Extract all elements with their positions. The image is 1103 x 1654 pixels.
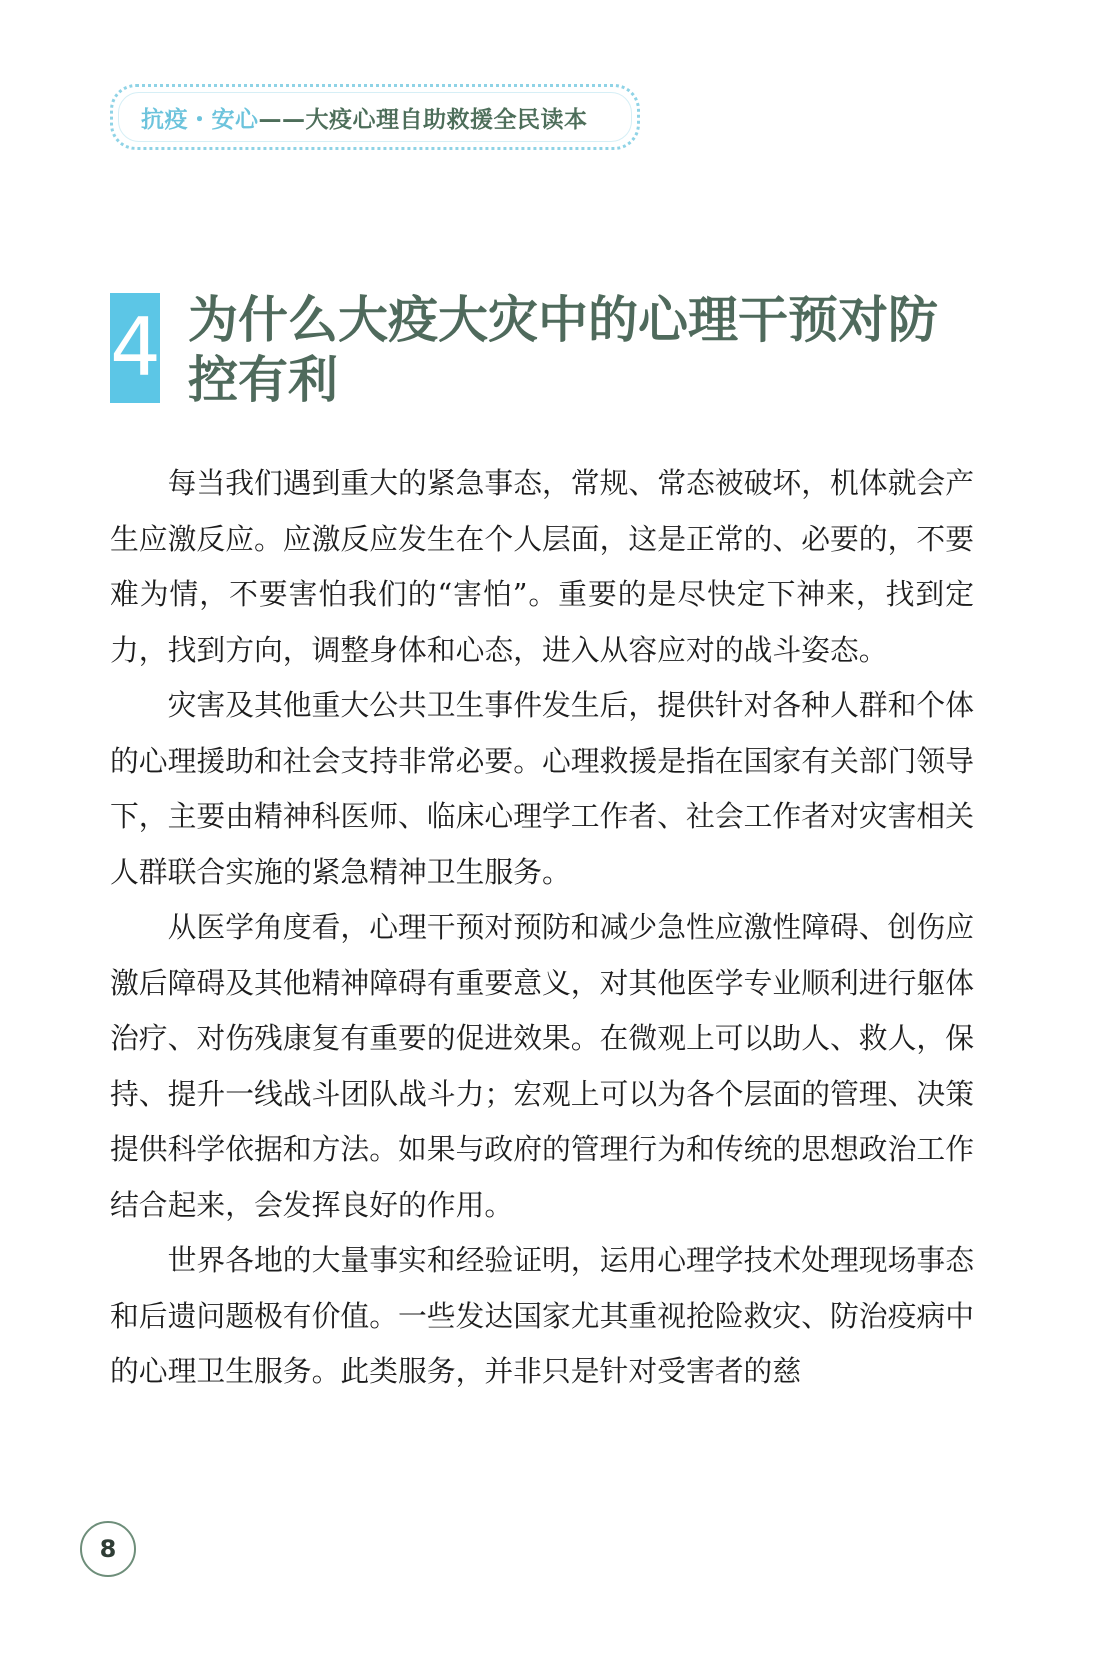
running-header-accent: 抗疫・安心 — [141, 107, 259, 133]
paragraph-2: 灾害及其他重大公共卫生事件发生后，提供针对各种人群和个体的心理援助和社会支持非常必要。心理救援是指在国家有关部门领导下，主要由精神科医师、临床心理学工作者、社会工作者对灾害相关人群联合实施的紧急精神卫生服务。 — [110, 688, 974, 889]
paragraph-4: 世界各地的大量事实和经验证明，运用心理学技术处理现场事态和后遗问题极有价值。一些发达国家尤其重视抢险救灾、防治疫病中的心理卫生服务。此类服务，并非只是针对受害者的慈 — [110, 1243, 974, 1388]
chapter-number-badge: 4 — [110, 293, 160, 403]
paragraph-1: 每当我们遇到重大的紧急事态，常规、常态被破坏，机体就会产生应激反应。应激反应发生在个人层面，这是正常的、必要的，不要难为情，不要害怕我们的“害怕”。重要的是尽快定下神来，找到定力，找到方向，调整身体和心态，进入从容应对的战斗姿态。 — [110, 466, 974, 667]
running-header-text — [141, 101, 588, 134]
running-header — [110, 84, 640, 150]
page-number: 8 — [80, 1521, 136, 1577]
paragraph-3: 从医学角度看，心理干预对预防和减少急性应激性障碍、创伤应激后障碍及其他精神障碍有重要意义，对其他医学专业顺利进行躯体治疗、对伤残康复有重要的促进效果。在微观上可以助人、救人，保持、提升一线战斗团队战斗力；宏观上可以为各个层面的管理、决策提供科学依据和方法。如果与政府的管理行为和传统的思想政治工作结合起来，会发挥良好的作用。 — [110, 910, 974, 1222]
body-text — [110, 456, 974, 1400]
running-header-title: ——大疫心理自助救援全民读本 — [258, 107, 588, 133]
chapter-title: 为什么大疫大灾中的心理干预对防控有利 — [188, 291, 938, 409]
